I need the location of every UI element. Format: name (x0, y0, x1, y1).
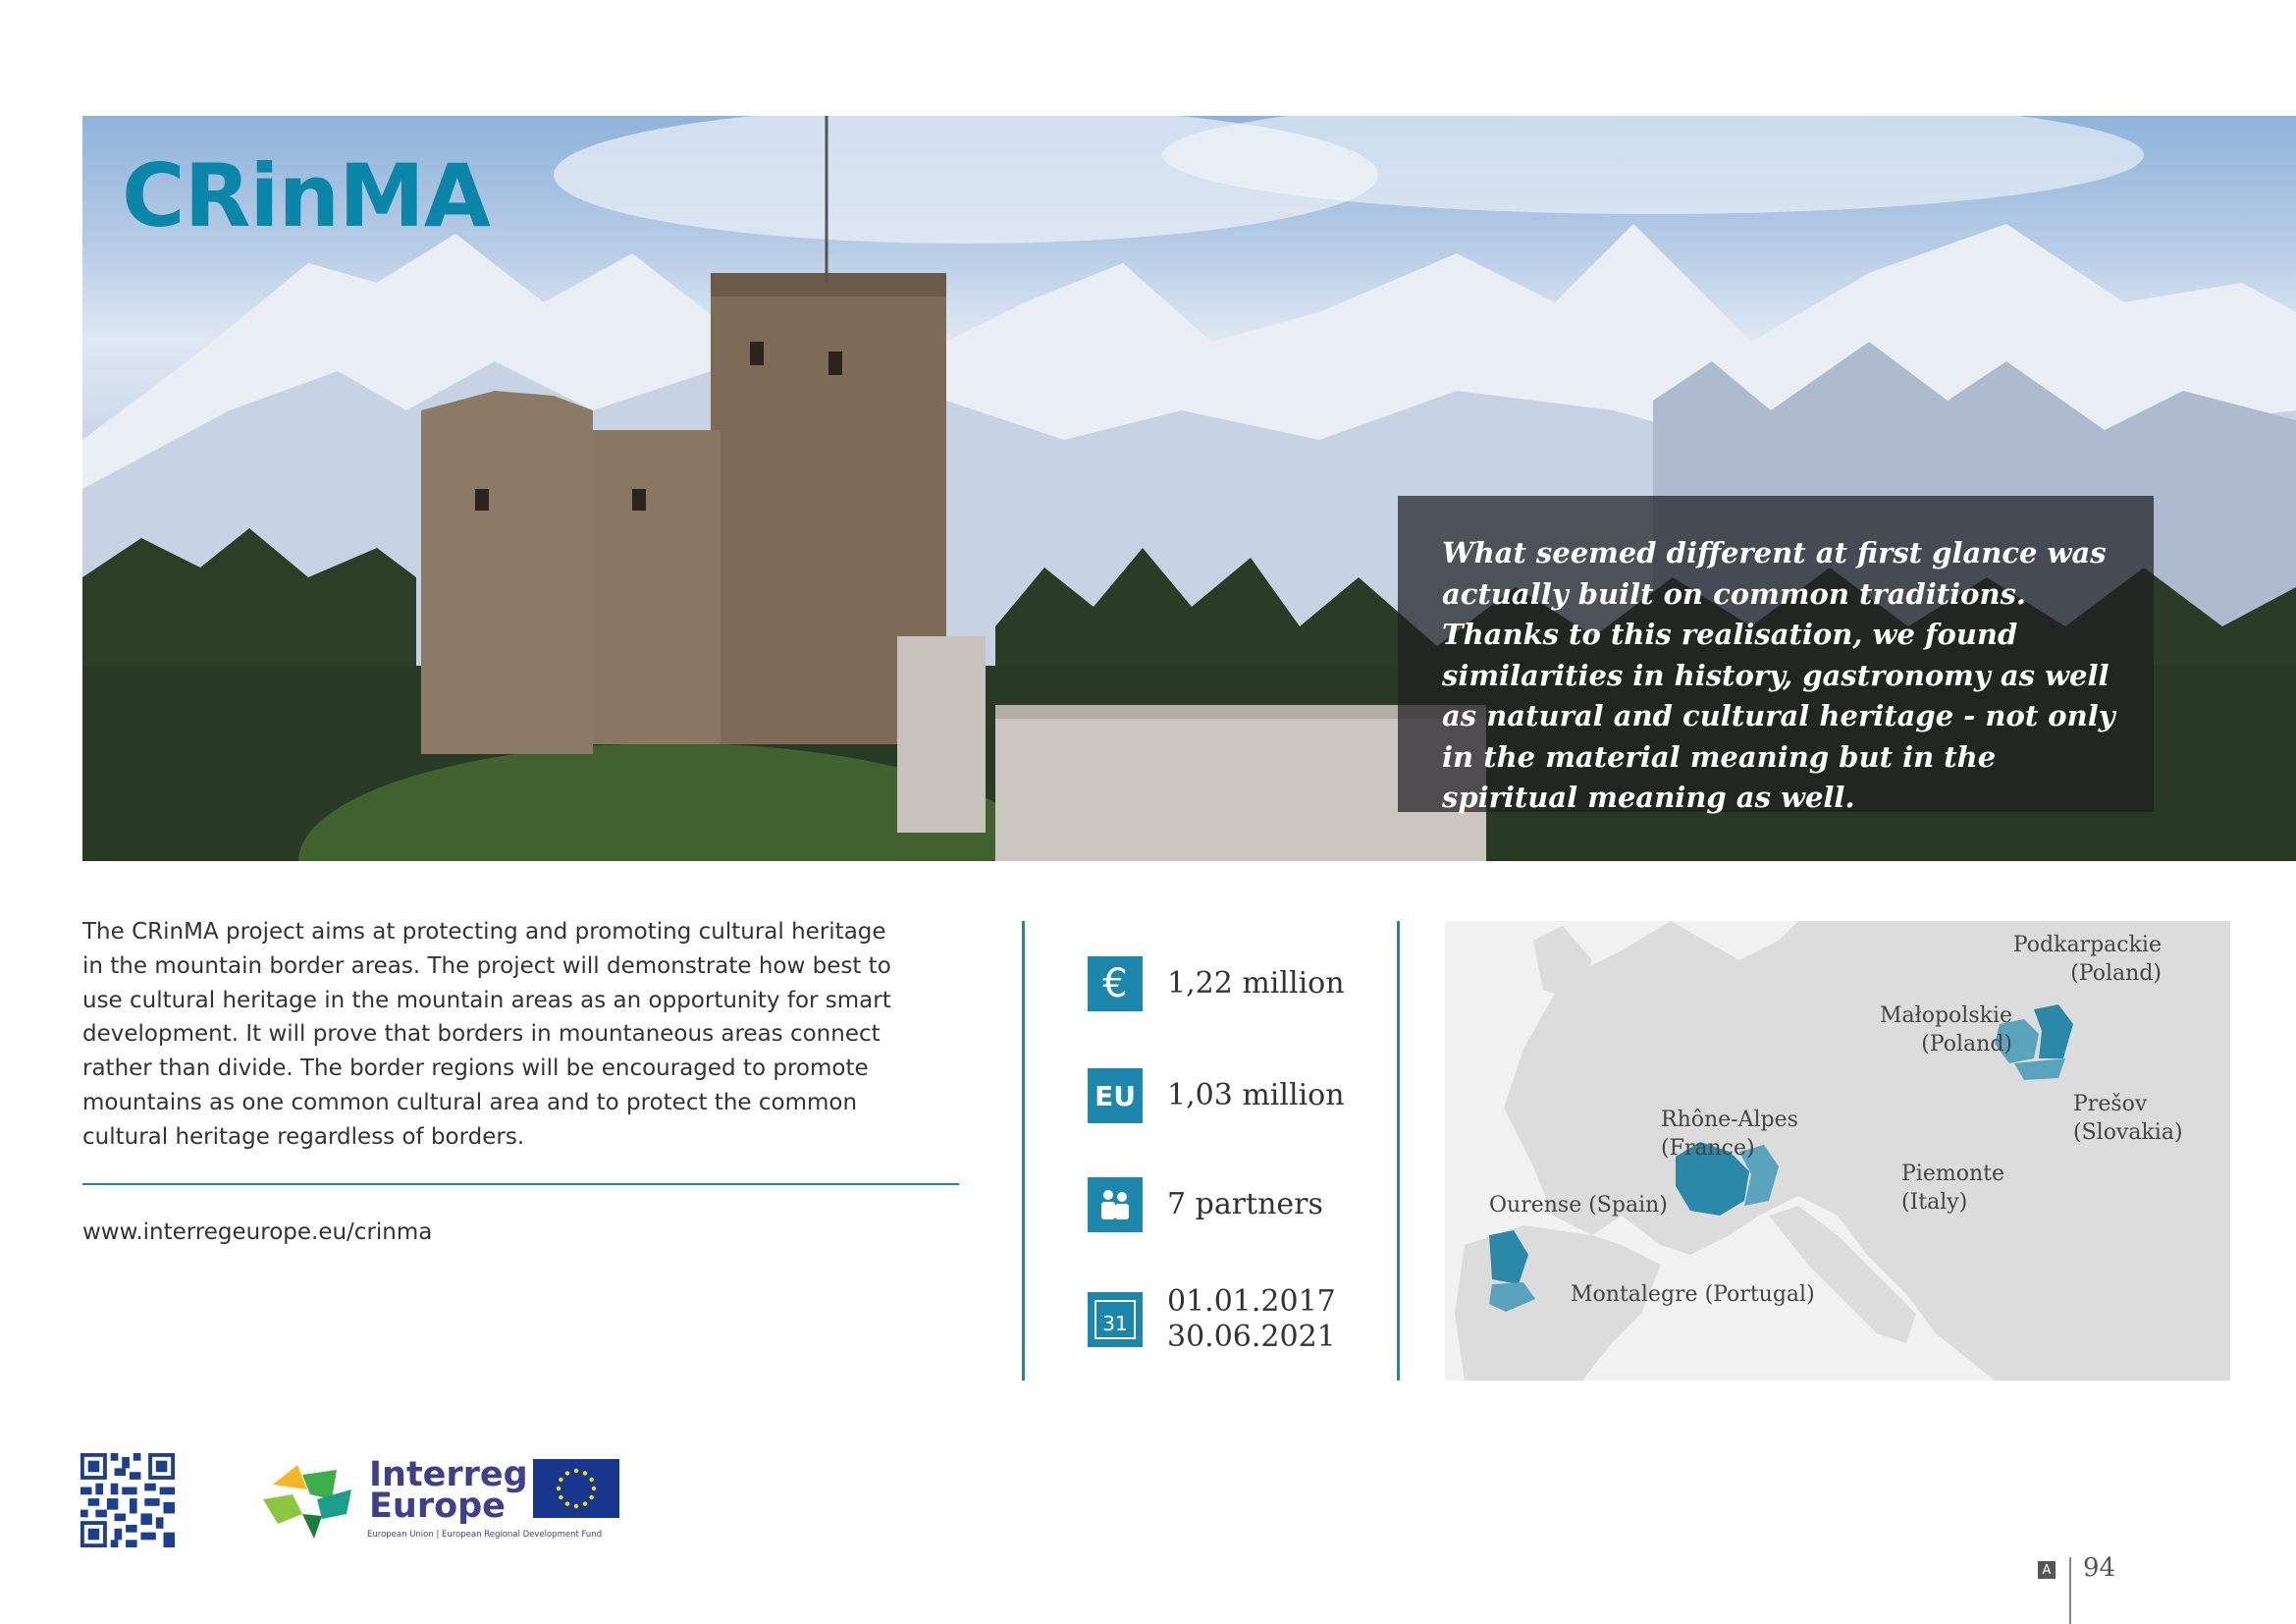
divider (2069, 1557, 2071, 1624)
euro-icon: € (1088, 956, 1143, 1011)
budget-value: 1,22 million (1167, 966, 1345, 1001)
fact-partners (1088, 1177, 1323, 1232)
fact-eu-funding (1088, 1068, 1345, 1123)
interreg-logo-icon (263, 1455, 361, 1543)
eu-flag-icon (533, 1459, 619, 1518)
label-montalegre: Montalegre (Portugal) (1571, 1282, 1815, 1307)
divider (82, 1183, 959, 1185)
fact-dates (1088, 1284, 1336, 1355)
quote-text: What seemed different at first glance was actually built on common traditions. Thanks to this realisation, we found similarities in history, gastronomy as well as natural and cultural heritage - not only in the material meaning but in the spiritual meaning as well. (1442, 536, 2115, 814)
logo-text-interreg: Interreg (369, 1455, 528, 1494)
interreg-europe-logo (263, 1453, 626, 1543)
label-piemonte: Piemonte (Italy) (1901, 1162, 2004, 1215)
label-malopolskie: Małopolskie (Poland) (1879, 1003, 2012, 1056)
label-rhone-alpes: Rhône-Alpes (France) (1661, 1108, 1798, 1161)
hero-image (82, 116, 2296, 861)
partners-icon (1088, 1177, 1143, 1232)
fact-budget (1088, 956, 1345, 1011)
map-graphic (1445, 921, 2230, 1380)
dates-value (1167, 1284, 1336, 1355)
website-link[interactable]: www.interregeurope.eu/crinma (82, 1219, 433, 1245)
project-description: The CRinMA project aims at protecting and promoting cultural heritage in the mountain border areas. The project will demonstrate how best to use cultural heritage in the mountain areas as an opportunity for smart development. It will prove that borders in mountaneous areas connect rather than divide. The border regions will be encouraged to promote mountains as one common cultural area and to protect the common cultural heritage regardless of borders. (82, 919, 891, 1150)
logo-subtitle: European Union | European Regional Development Fund (367, 1530, 603, 1540)
partners-value: 7 partners (1167, 1187, 1323, 1221)
divider (1022, 921, 1025, 1380)
europe-map (1445, 921, 2230, 1380)
page-number: 94 (2083, 1553, 2116, 1583)
logo-text-europe: Europe (369, 1487, 506, 1526)
label-presov: Prešov (Slovakia) (2073, 1092, 2183, 1145)
eu-icon: EU (1088, 1068, 1143, 1123)
start-date: 01.01.2017 (1167, 1284, 1336, 1319)
quote-box (1398, 496, 2154, 812)
eu-funding-value: 1,03 million (1167, 1078, 1345, 1112)
qr-code[interactable] (80, 1453, 175, 1547)
divider (1397, 921, 1400, 1380)
page-mark-icon: A (2038, 1561, 2056, 1579)
end-date: 30.06.2021 (1167, 1320, 1336, 1354)
label-ourense: Ourense (Spain) (1489, 1193, 1668, 1218)
page-title: CRinMA (122, 145, 490, 246)
calendar-icon: 31 (1088, 1292, 1143, 1347)
label-podkarpackie: Podkarpackie (Poland) (2012, 933, 2162, 986)
